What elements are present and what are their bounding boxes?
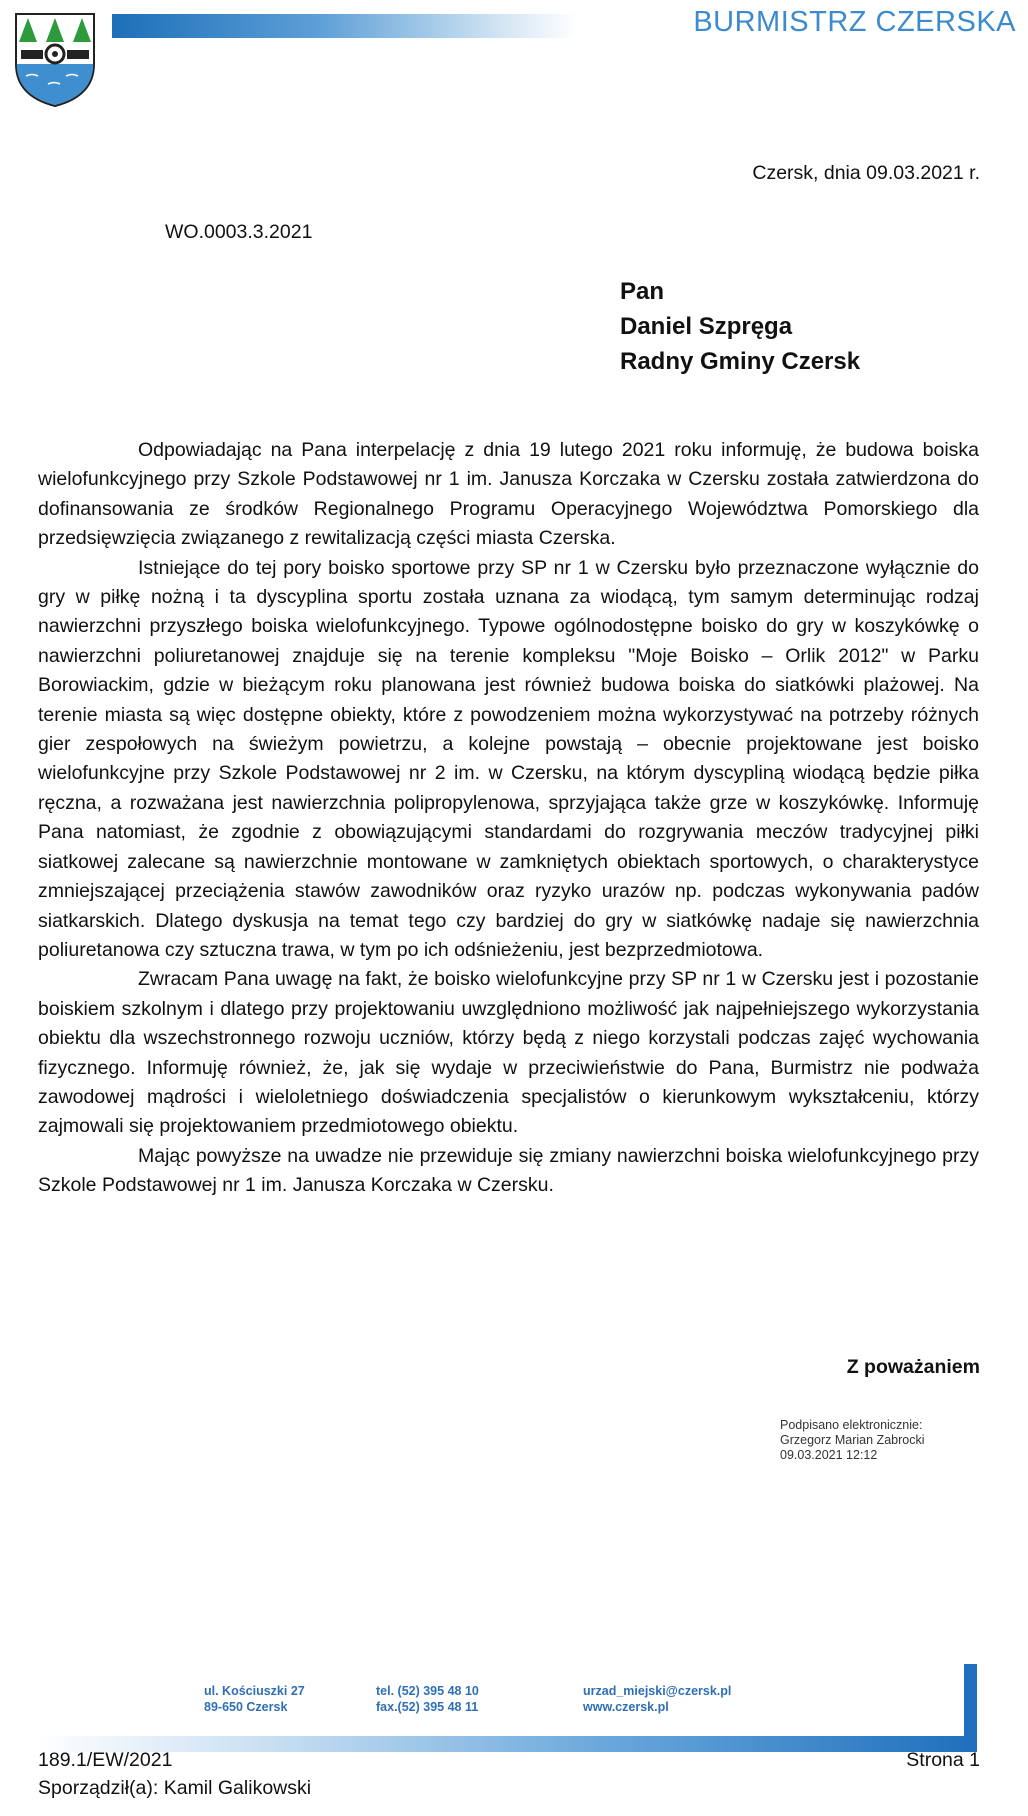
footer-street: ul. Kościuszki 27 xyxy=(204,1684,305,1698)
body-paragraph: Zwracam Pana uwagę na fakt, że boisko wielofunkcyjne przy SP nr 1 w Czersku jest i pozostanie boiskiem szkolnym i dlatego przy projektowaniu uwzględniono możliwość jak najpełniejszego wykorzystania obiektu dla wszechstronnego rozwoju uczniów, którzy będą z niego korzystali podczas zajęć wychowania fizycznego. Informuję również, że, jak się wydaje w przeciwieństwie do Pana, Burmistrz nie podważa zawodowej mądrości i wieloletniego doświadczenia specjalistów o kierunkowym wykształceniu, którzy zajmowali się projektowaniem przedmiotowego obiektu. xyxy=(38,968,979,1138)
date-line: Czersk, dnia 09.03.2021 r. xyxy=(752,162,980,184)
footer-city: 89-650 Czersk xyxy=(204,1700,288,1714)
body-paragraph: Mając powyższe na uwadze nie przewiduje się zmiany nawierzchni boiska wielofunkcyjnego przy Szkole Podstawowej nr 1 im. Janusza Korczaka w Czersku. xyxy=(38,1144,979,1197)
footer-fax: fax.(52) 395 48 11 xyxy=(376,1700,479,1714)
signature-timestamp: 09.03.2021 12:12 xyxy=(780,1448,878,1462)
closing-phrase: Z poważaniem xyxy=(846,1356,980,1378)
header-gradient-bar xyxy=(112,14,577,38)
footer-contact-phone xyxy=(376,1683,479,1715)
recipient-salutation: Pan xyxy=(620,278,665,305)
czersk-coat-of-arms-icon xyxy=(14,12,96,108)
document-code: 189.1/EW/2021 xyxy=(38,1749,173,1771)
body-paragraph: Istniejące do tej pory boisko sportowe przy SP nr 1 w Czersku było przeznaczone wyłącznie do gry w piłkę nożną i ta dyscyplina sportu została uznana za wiodącą, tym samym determinując rodzaj nawierzchni przyszłego boiska wielofunkcyjnego. Typowe ogólnodostępne boisko do gry w koszykówkę o nawierzchni poliuretanowej znajduje się na terenie kompleksu "Moje Boisko – Orlik 2012" w Parku Borowiackim, gdzie w bieżącym roku planowana jest również budowa boiska do siatkówki plażowej. Na terenie miasta są więc dostępne obiekty, które z powodzeniem można wykorzystywać na potrzeby różnych gier zespołowych na świeżym powietrzu, a kolejne powstają – obecnie projektowane jest boisko wielofunkcyjne przy Szkole Podstawowej nr 2 im. w Czersku, na którym dyscypliną wiodącą będzie piłka ręczna, a rozważana jest nawierzchnia polipropylenowa, sprzyjająca także grze w koszykówkę. Informuję Pana natomiast, że zgodnie z obowiązującymi standardami do rozgrywania meczów tradycyjnej piłki siatkowej zalecane są nawierzchnie montowane w zamkniętych obiektach sportowych, o charakterystyce zmniejszającej przeciążenia stawów zawodników oraz ryzyko urazów np. podczas wykonywania padów siatkarskich. Dlatego dyskusja na temat tego czy bardziej do gry w siatkówkę nadaje się nawierzchnia poliuretanowa czy sztuczna trawa, w tym po ich odśnieżeniu, jest bezprzedmiotowa. xyxy=(38,556,979,961)
header-title: BURMISTRZ CZERSKA xyxy=(693,6,1016,38)
recipient-block xyxy=(620,274,860,379)
recipient-title: Radny Gminy Czersk xyxy=(620,348,861,375)
signature-name: Grzegorz Marian Zabrocki xyxy=(780,1433,925,1447)
electronic-signature xyxy=(780,1418,925,1463)
reference-number: WO.0003.3.2021 xyxy=(165,221,313,243)
footer-tel: tel. (52) 395 48 10 xyxy=(376,1684,479,1698)
footer-website-link[interactable]: www.czersk.pl xyxy=(583,1700,669,1714)
recipient-name: Daniel Szpręga xyxy=(620,313,793,340)
signature-label: Podpisano elektronicznie: xyxy=(780,1418,923,1432)
footer-contact-web xyxy=(583,1683,731,1715)
footer-gradient-bar xyxy=(38,1736,977,1752)
prepared-by: Sporządził(a): Kamil Galikowski xyxy=(38,1777,312,1799)
letter-body xyxy=(38,436,979,1201)
page-number: Strona 1 xyxy=(906,1749,980,1771)
footer-email-link[interactable]: urzad_miejski@czersk.pl xyxy=(583,1684,732,1698)
body-paragraph: Odpowiadając na Pana interpelację z dnia 19 lutego 2021 roku informuję, że budowa boiska wielofunkcyjnego przy Szkole Podstawowej nr 1 im. Janusza Korczaka w Czersku została zatwierdzona do dofinansowania ze środków Regionalnego Programu Operacyjnego Województwa Pomorskiego dla przedsięwzięcia związanego z rewitalizacją części miasta Czerska. xyxy=(38,439,979,550)
footer-address xyxy=(204,1683,305,1715)
